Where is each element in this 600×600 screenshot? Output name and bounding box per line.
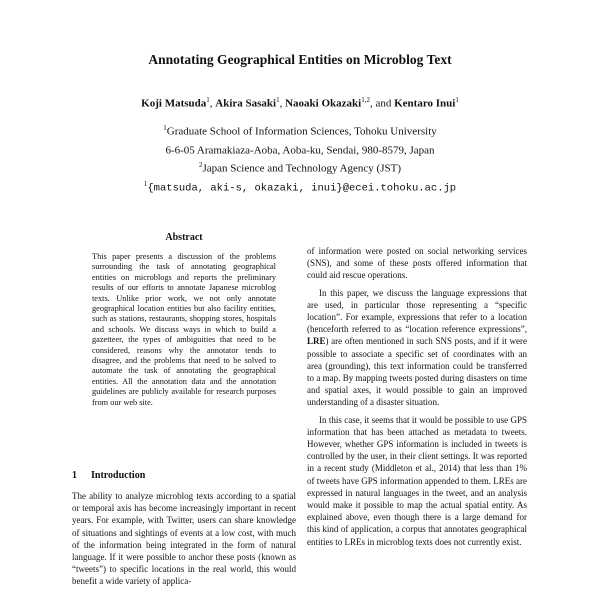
- section-number: 1: [72, 470, 77, 481]
- paragraph: The ability to analyze microblog texts according to a spatial or temporal axis has become increasingly important in recent years. For example, with Twitter, users can share knowledge of situations and sightings of events at a low cost, with much of the information being integrated in the form of natural language. If it were possible to anchor these posts (known as “tweets”) to specific locations in the real world, this would benefit a wide variety of applica-: [72, 491, 296, 587]
- author-name: Koji Matsuda: [141, 97, 207, 110]
- author-name: Akira Sasaki: [215, 97, 277, 110]
- paragraph: In this case, it seems that it would be possible to use GPS information that has been attached as metadata to tweets. However, whether GPS information is included in tweets is controlled by the user, in their client settings. It was reported in a recent study (Middleton et al., 2014) that less than 1% of tweets have GPS information appended to them. LREs are expressed in natural languages in the tweet, and an analysis would make it possible to map the actual spatial entity. As explained above, even though there is a large demand for this kind of application, a corpus that annotates geographical entities to LREs in microblog texts does not currently exist.: [307, 414, 527, 547]
- email-line: [0, 177, 600, 197]
- paragraph: [307, 287, 527, 409]
- paragraph-text: ) are often mentioned in such SNS posts, and if it were possible to associate a specific set of coordinates with an area (grounding), this text information could be transferred to a map. By mapping tweets posted during disasters on time and spatial axes, it would possible to gain an improved understanding of a disaster situation.: [307, 336, 527, 408]
- affiliation-text: Graduate School of Information Sciences, Tohoku University: [166, 125, 437, 138]
- author-affil-mark: 1,2: [361, 96, 370, 104]
- author-separator: , and: [369, 97, 395, 110]
- author-affil-mark: 1: [206, 96, 210, 104]
- introduction-text: [72, 490, 296, 588]
- affil-mark: 1: [163, 124, 167, 132]
- affil-mark: 2: [199, 161, 203, 170]
- affiliation-text: 6-6-05 Aramakiaza-Aoba, Aoba-ku, Sendai, 980-8579, Japan: [165, 144, 435, 157]
- paper-title: Annotating Geographical Entities on Microblog Text: [148, 52, 452, 67]
- author-separator: ,: [209, 97, 216, 110]
- right-column: [307, 245, 527, 548]
- section-title: Introduction: [91, 470, 146, 481]
- affiliation-text: Japan Science and Technology Agency (JST): [202, 162, 401, 175]
- paragraph-text: In this paper, we discuss the language expressions that are used, in particular those representing a “specific location”. For example, expressions that refer to a location (henceforth referred to as “location reference expressions”,: [307, 287, 527, 335]
- author-affil-mark: 1: [276, 96, 280, 104]
- section-heading-introduction: [72, 470, 159, 481]
- affiliation-line: [0, 121, 600, 140]
- author-name: Kentaro Inui: [394, 97, 456, 110]
- lre-term: LRE: [307, 336, 326, 347]
- affiliation-line: [0, 140, 600, 159]
- affiliation-line: [0, 158, 600, 177]
- author-list: [0, 96, 600, 110]
- paragraph: of information were posted on social networking services (SNS), and some of these posts offered information that could aid rescue operations.: [307, 246, 527, 281]
- affiliations: [0, 121, 600, 197]
- author-separator: ,: [279, 97, 286, 110]
- email-addresses: {matsuda, aki-s, okazaki, inui}@ecei.tohoku.ac.jp: [147, 182, 457, 195]
- affil-mark: 1: [143, 179, 148, 188]
- author-affil-mark: 1: [455, 96, 459, 104]
- abstract-text: This paper presents a discussion of the problems surrounding the task of annotating geographical entities on microblogs and reports the preliminary results of our efforts to annotate Japanese microblog texts. Unlike prior work, we not only annotate geographical location entities but also facility entities, such as stations, restaurants, shopping stores, hospitals and schools. We discuss ways in which to build a gazetteer, the types of ambiguities that need to be considered, reasons why the annotator tends to disagree, and the problems that need to be solved to automate the task of annotating the geographical entities. All the annotation data and the annotation guidelines are publicly available for research purposes from our web site.: [92, 252, 276, 407]
- abstract-heading: Abstract: [165, 232, 203, 243]
- author-name: Naoaki Okazaki: [285, 97, 362, 110]
